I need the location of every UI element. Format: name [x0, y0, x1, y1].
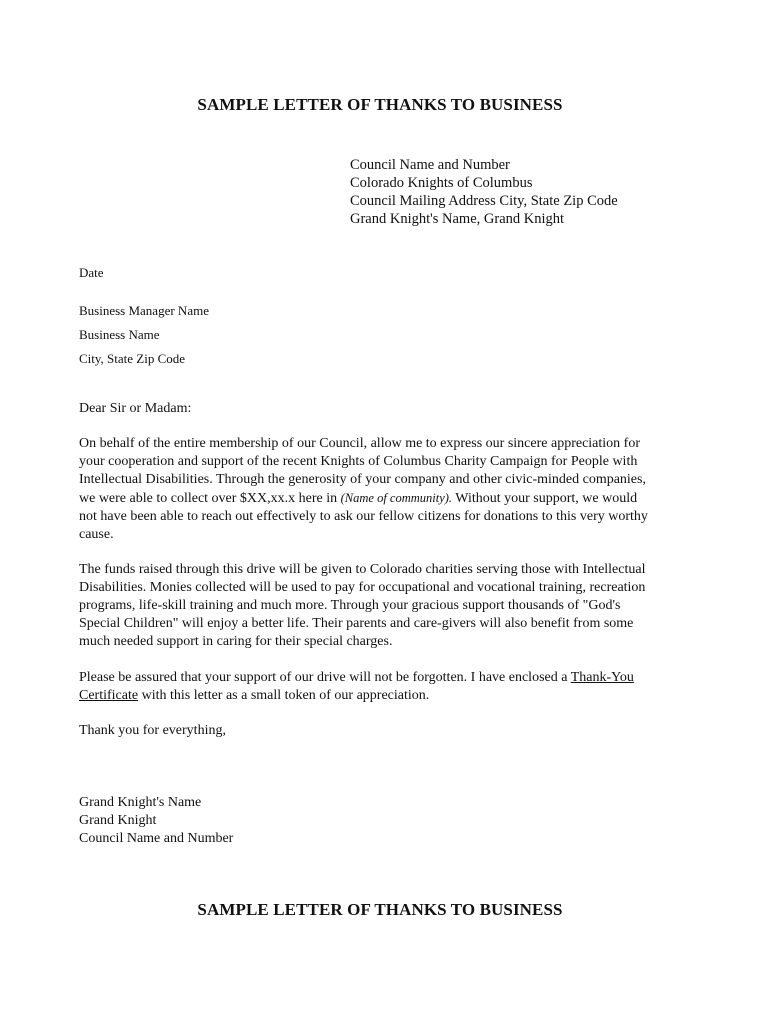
letter-date: Date: [79, 265, 104, 280]
certificate-text: Certificate: [79, 688, 139, 703]
sender-council-line: Council Name and Number: [350, 157, 510, 173]
sender-organization-line: Colorado Knights of Columbus: [350, 175, 533, 191]
body-paragraph-1: [79, 435, 679, 544]
paragraph-line: Intellectual Disabilities. Through the generosity of your company and other civic-minded companies,: [79, 472, 646, 487]
paragraph-line: cause.: [79, 527, 114, 542]
paragraph-text: Please be assured that your support of our drive will not be forgotten. I have enclosed a: [79, 670, 571, 685]
signature-council: Council Name and Number: [79, 831, 234, 846]
page-title: SAMPLE LETTER OF THANKS TO BUSINESS: [197, 95, 563, 114]
recipient-business-name: Business Name: [79, 327, 160, 342]
paragraph-text: with this letter as a small token of our appreciation.: [138, 688, 430, 703]
signature-name: Grand Knight's Name: [79, 795, 202, 810]
paragraph-text: Without your support, we would: [452, 491, 638, 506]
body-paragraph-3: [79, 669, 679, 705]
paragraph-line: programs, life-skill training and much more. Through your gracious support thousands of "God's: [79, 598, 621, 613]
paragraph-line: Special Children" will enjoy a better life. Their parents and care-givers will also benefit from some: [79, 616, 634, 631]
signature-role: Grand Knight: [79, 813, 157, 828]
paragraph-line: [79, 669, 679, 687]
paragraph-line: [79, 687, 679, 705]
body-paragraph-2: [79, 561, 679, 651]
paragraph-line: The funds raised through this drive will be given to Colorado charities serving those with Intellectual: [79, 562, 646, 577]
recipient-manager-name: Business Manager Name: [79, 303, 209, 318]
sender-mailing-address-line: Council Mailing Address City, State Zip Code: [350, 193, 618, 209]
page-title-repeat: SAMPLE LETTER OF THANKS TO BUSINESS: [197, 900, 563, 919]
signature-block: [79, 794, 679, 848]
paragraph-line: [79, 489, 679, 508]
recipient-city-line: City, State Zip Code: [79, 351, 186, 366]
sender-grand-knight-line: Grand Knight's Name, Grand Knight: [350, 211, 565, 227]
paragraph-text: we were able to collect over $XX,xx.x here in: [79, 491, 341, 506]
closing-line: Thank you for everything,: [79, 723, 226, 738]
paragraph-line: much needed support in caring for their special charges.: [79, 634, 393, 649]
paragraph-line: Disabilities. Monies collected will be used to pay for occupational and vocational training, recreation: [79, 580, 646, 595]
paragraph-line: not have been able to reach out effectively to ask our fellow citizens for donations to this very worthy: [79, 509, 648, 524]
recipient-address-block: [79, 299, 679, 371]
thank-you-certificate-text: Thank-You: [570, 670, 634, 685]
salutation: Dear Sir or Madam:: [79, 401, 192, 416]
community-placeholder: (Name of community).: [340, 491, 453, 505]
paragraph-line: your cooperation and support of the recent Knights of Columbus Charity Campaign for People with: [79, 454, 638, 469]
sender-address-block: [350, 156, 618, 228]
paragraph-line: On behalf of the entire membership of our Council, allow me to express our sincere appreciation for: [79, 436, 640, 451]
